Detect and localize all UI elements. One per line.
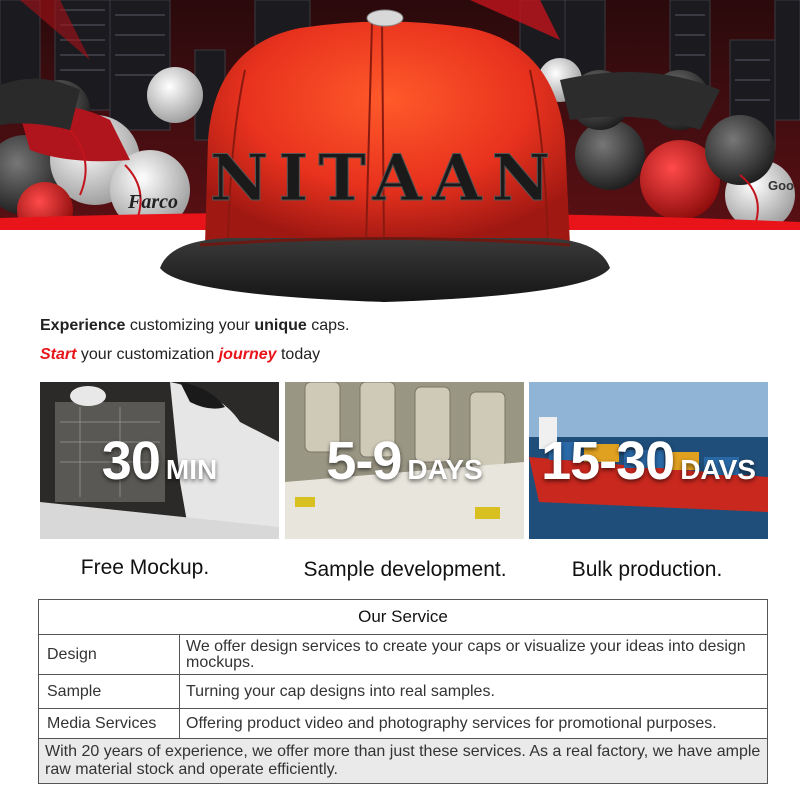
intro-bold-1: Experience <box>40 317 126 334</box>
intro-text-1: customizing your <box>125 317 255 334</box>
feature-tile-mockup <box>40 382 279 539</box>
feature-number-2: 5-9 <box>326 431 402 491</box>
feature-time-1 <box>40 430 279 492</box>
service-label-design: Design <box>39 635 180 675</box>
service-table <box>38 599 768 784</box>
service-label-sample: Sample <box>39 675 180 709</box>
service-label-media: Media Services <box>39 709 180 739</box>
table-row <box>39 739 768 784</box>
feature-caption-sample: Sample development. <box>303 558 507 581</box>
service-footer-note: With 20 years of experience, we offer more than just these services. As a real factory, we have ample raw material stock and operate efficiently. <box>39 739 768 784</box>
service-desc-sample: Turning your cap designs into real samples. <box>180 675 768 709</box>
snapback-cap-image <box>0 0 800 310</box>
table-row <box>39 709 768 739</box>
intro-line-1 <box>40 317 349 335</box>
ball-brand-text: Farco <box>128 191 178 213</box>
feature-caption-mockup: Free Mockup. <box>80 556 210 579</box>
service-desc-design: We offer design services to create your caps or visualize your ideas into design mockups. <box>180 635 768 675</box>
hero-banner <box>0 0 800 310</box>
intro-red-2: journey <box>218 346 277 363</box>
intro-text-2: caps. <box>306 317 350 334</box>
feature-tile-sample <box>285 382 524 539</box>
service-desc-media: Offering product video and photography services for promotional purposes. <box>180 709 768 739</box>
table-row <box>39 675 768 709</box>
intro-text-4: today <box>276 346 321 363</box>
intro-text-3: your customization <box>76 346 219 363</box>
intro-bold-2: unique <box>254 317 307 334</box>
intro-red-1: Start <box>40 346 77 363</box>
table-row <box>39 635 768 675</box>
feature-number-3: 15-30 <box>541 431 675 491</box>
ball-brand-text-right: Goo <box>768 178 794 193</box>
feature-time-2 <box>285 430 524 492</box>
feature-unit-2: DAYS <box>407 454 483 485</box>
feature-time-3 <box>529 430 768 492</box>
intro-line-2 <box>40 346 320 364</box>
service-table-title: Our Service <box>39 600 768 635</box>
feature-tile-bulk <box>529 382 768 539</box>
feature-unit-1: MIN <box>165 454 218 485</box>
feature-unit-3: DAVS <box>680 454 756 485</box>
service-table-header <box>39 600 768 635</box>
feature-caption-bulk: Bulk production. <box>571 558 723 581</box>
cap-embroidery-text: NITAAN <box>209 141 561 216</box>
feature-number-1: 30 <box>101 431 160 491</box>
